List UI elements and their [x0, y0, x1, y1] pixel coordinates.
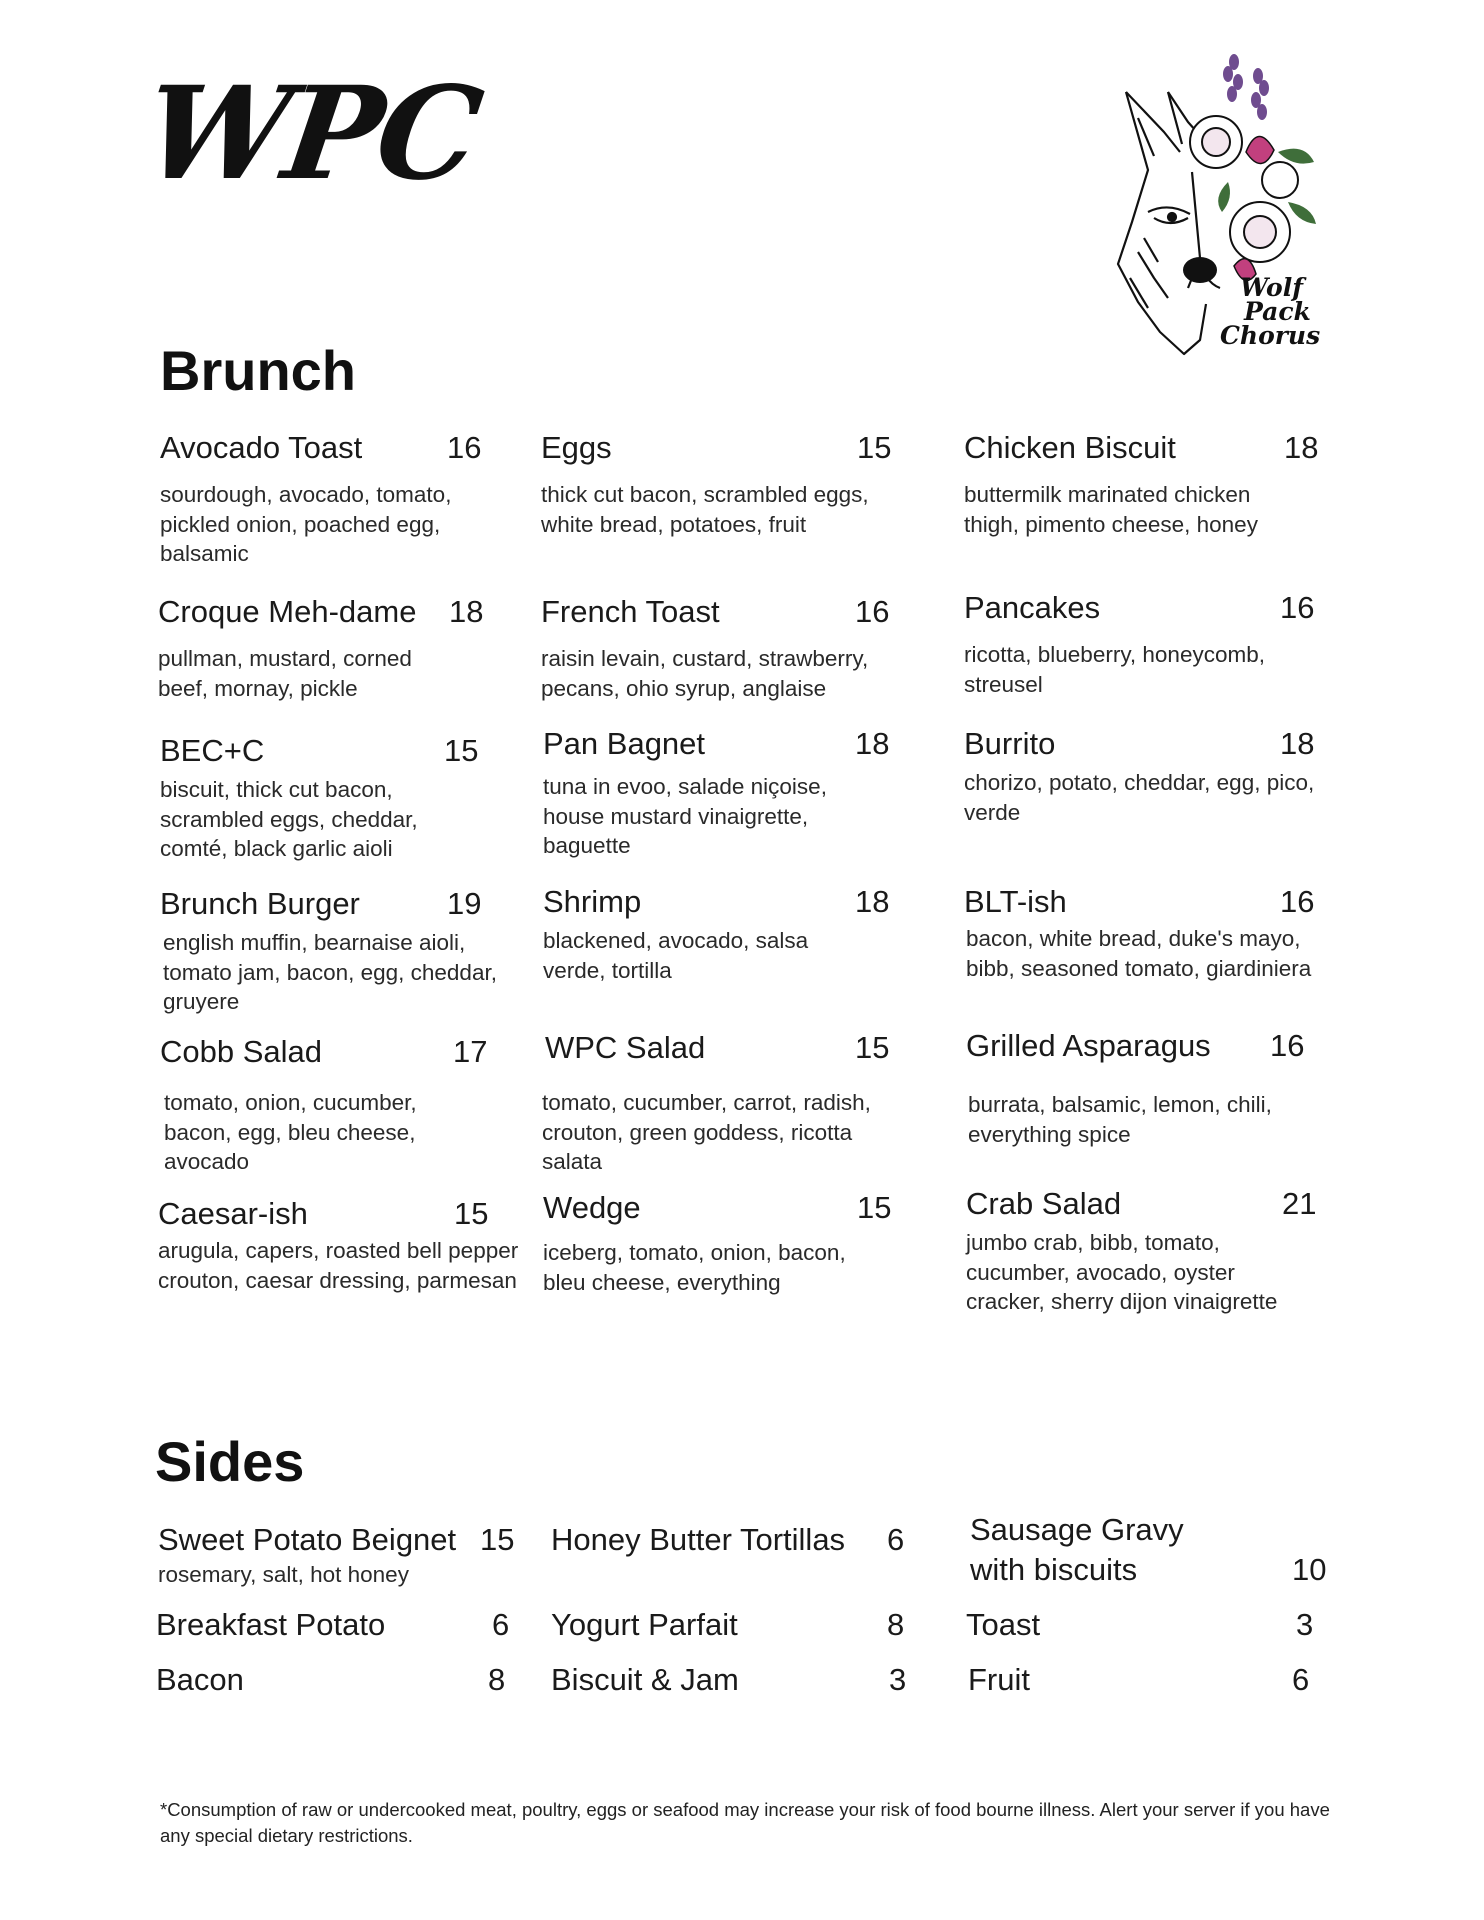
item-price: 16 [447, 430, 482, 465]
item-name: Shrimp [543, 884, 642, 919]
menu-item [964, 430, 1324, 539]
item-description: jumbo crab, bibb, tomato, cucumber, avocado, oyster cracker, sherry dijon vinaigrette [966, 1230, 1278, 1314]
item-price: 21 [1282, 1186, 1317, 1221]
menu-item [966, 1186, 1326, 1317]
menu-item [543, 726, 903, 861]
item-price: 16 [1270, 1028, 1305, 1063]
item-description: blackened, avocado, salsa verde, tortilla [543, 928, 809, 983]
item-description: raisin levain, custard, strawberry, pecans, ohio syrup, anglaise [541, 646, 869, 701]
menu-item [543, 884, 903, 985]
item-price: 18 [855, 726, 890, 761]
item-description: chorizo, potato, cheddar, egg, pico, verde [964, 770, 1315, 825]
item-name: Avocado Toast [160, 430, 363, 465]
menu-item [160, 886, 520, 1017]
side-item-name: Yogurt Parfait [551, 1607, 738, 1642]
item-description: sourdough, avocado, tomato, pickled onion, poached egg, balsamic [160, 482, 452, 566]
item-price: 15 [855, 1030, 890, 1065]
menu-item [966, 1028, 1326, 1149]
side-item-name-line2: with biscuits [970, 1552, 1138, 1587]
item-price: 19 [447, 886, 482, 921]
item-description: tuna in evoo, salade niçoise, house mustard vinaigrette, baguette [543, 774, 827, 858]
menu-item [541, 430, 901, 539]
item-name: Caesar-ish [158, 1196, 308, 1231]
logo-text-chorus: Chorus [1220, 321, 1321, 350]
item-name: WPC Salad [545, 1030, 706, 1065]
item-price: 15 [444, 733, 479, 768]
side-item-price: 6 [492, 1607, 510, 1642]
side-item-price: 8 [488, 1662, 506, 1697]
side-item-name: Toast [966, 1607, 1041, 1642]
item-name: Wedge [543, 1190, 641, 1225]
item-description: tomato, cucumber, carrot, radish, crouton, green goddess, ricotta salata [542, 1090, 871, 1174]
item-name: Crab Salad [966, 1186, 1122, 1221]
menu-item [543, 1190, 903, 1297]
item-description: biscuit, thick cut bacon, scrambled eggs, cheddar, comté, black garlic aioli [160, 777, 418, 861]
item-name: BEC+C [160, 733, 265, 768]
item-name: Cobb Salad [160, 1034, 323, 1069]
item-price: 16 [1280, 590, 1315, 625]
item-description: thick cut bacon, scrambled eggs, white bread, potatoes, fruit [541, 482, 869, 537]
menu-item [160, 1034, 520, 1177]
brunch-section-title: Brunch [160, 339, 356, 402]
item-name: BLT-ish [964, 884, 1067, 919]
side-item-name: Bacon [156, 1662, 244, 1697]
wolf-pack-chorus-logo [1108, 52, 1340, 357]
item-description: arugula, capers, roasted bell pepper crouton, caesar dressing, parmesan [158, 1238, 519, 1293]
menu-item [541, 594, 901, 703]
allergy-disclaimer: *Consumption of raw or undercooked meat, poultry, eggs or seafood may increase your risk of food bourne illness. Alert your server if you have any special dietary restrictions. [160, 1799, 1330, 1846]
item-name: Eggs [541, 430, 612, 465]
item-description: tomato, onion, cucumber, bacon, egg, bleu cheese, avocado [164, 1090, 417, 1174]
item-description: bacon, white bread, duke's mayo, bibb, seasoned tomato, giardiniera [966, 926, 1312, 981]
item-name: Chicken Biscuit [964, 430, 1176, 465]
item-name: Grilled Asparagus [966, 1028, 1211, 1063]
item-price: 17 [453, 1034, 488, 1069]
item-price: 18 [1284, 430, 1319, 465]
side-item-name-line1: Sausage Gravy [970, 1512, 1184, 1547]
side-item-price: 15 [480, 1522, 515, 1557]
item-name: Croque Meh-dame [158, 594, 417, 629]
menu-item [160, 733, 520, 864]
sides-section-title: Sides [155, 1430, 305, 1493]
menu-item [160, 430, 520, 569]
item-description: english muffin, bearnaise aioli, tomato jam, bacon, egg, cheddar, gruyere [163, 930, 497, 1014]
side-item-price: 6 [1292, 1662, 1310, 1697]
side-item-price: 6 [887, 1522, 905, 1557]
menu-item [158, 1196, 518, 1295]
item-name: Pancakes [964, 590, 1101, 625]
side-item-name: Biscuit & Jam [551, 1662, 739, 1697]
menu-item [964, 884, 1324, 983]
item-price: 16 [855, 594, 890, 629]
logo-text-wolf: Wolf [1240, 273, 1303, 302]
side-item-name: Sweet Potato Beignet [158, 1522, 457, 1557]
item-name: Burrito [964, 726, 1056, 761]
item-price: 18 [1280, 726, 1315, 761]
item-description: burrata, balsamic, lemon, chili, everything spice [968, 1092, 1272, 1147]
logo-text-pack: Pack [1244, 297, 1311, 326]
item-price: 15 [857, 430, 892, 465]
side-item-price: 10 [1292, 1552, 1327, 1587]
item-price: 16 [1280, 884, 1315, 919]
side-item-price: 3 [1296, 1607, 1314, 1642]
menu-item [542, 1030, 905, 1177]
item-description: ricotta, blueberry, honeycomb, streusel [964, 642, 1265, 697]
item-price: 15 [454, 1196, 489, 1231]
item-name: Brunch Burger [160, 886, 360, 921]
side-item-price: 8 [887, 1607, 905, 1642]
side-item-name: Breakfast Potato [156, 1607, 386, 1642]
item-description: buttermilk marinated chicken thigh, pimento cheese, honey [964, 482, 1258, 537]
side-item-name: Fruit [968, 1662, 1030, 1697]
menu-item [964, 726, 1324, 827]
side-item-description: rosemary, salt, hot honey [158, 1562, 409, 1587]
side-item-name: Honey Butter Tortillas [551, 1522, 846, 1557]
item-price: 15 [857, 1190, 892, 1225]
item-description: iceberg, tomato, onion, bacon, bleu cheese, everything [543, 1240, 846, 1295]
side-item-price: 3 [889, 1662, 907, 1697]
item-price: 18 [449, 594, 484, 629]
brand-logo-text: WPC [135, 59, 487, 209]
item-price: 18 [855, 884, 890, 919]
menu-item [158, 594, 518, 703]
menu-item [964, 590, 1324, 699]
item-name: Pan Bagnet [543, 726, 706, 761]
item-description: pullman, mustard, corned beef, mornay, pickle [158, 646, 412, 701]
item-name: French Toast [541, 594, 720, 629]
